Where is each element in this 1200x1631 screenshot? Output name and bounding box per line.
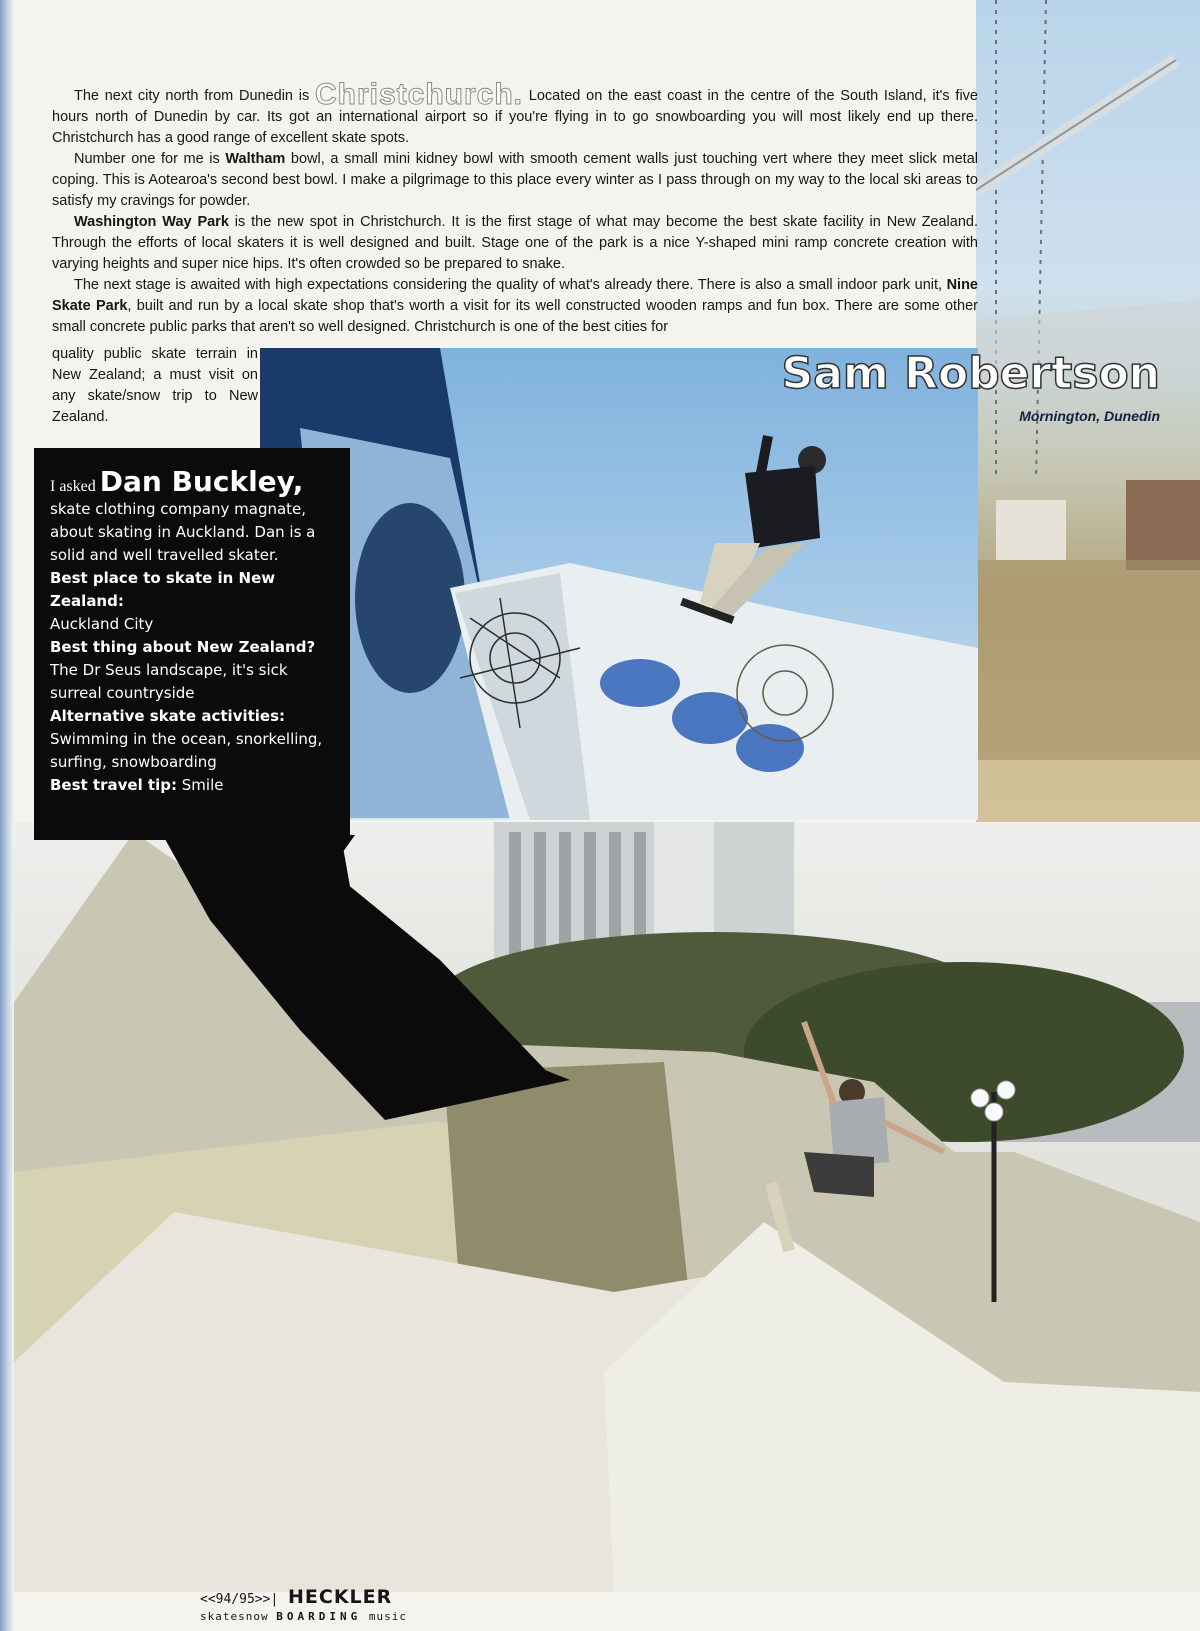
article-paragraph-2 xyxy=(52,149,978,212)
p4-text: The next stage is awaited with high expectations considering the quality of what's already there. There is also a small indoor park unit, xyxy=(74,277,947,293)
callout-asked: I asked xyxy=(50,478,100,495)
p3-text: is the new spot in Christchurch. It is the first stage of what may become the best skate facility in New Zealand. Through the efforts of local skaters it is well designed and built. Stage one of the park is a nice Y-shaped mini ramp concrete creation with varying heights and super nice hips. It's often crowded so be prepared to snake. xyxy=(52,214,979,272)
nine-skate-park-bold: Nine Skate Park xyxy=(52,277,978,314)
callout-answer-4: Smile xyxy=(181,776,224,794)
callout-question-1: Best place to skate in New Zealand: xyxy=(50,569,276,610)
callout-answer-1: Auckland City xyxy=(50,615,154,633)
waltham-bold: Waltham xyxy=(225,151,286,167)
page-numbers: <<94/95>>| xyxy=(200,1592,279,1607)
callout-question-4: Best travel tip: xyxy=(50,776,177,794)
p2-text: Number one for me is xyxy=(74,151,226,167)
interview-callout xyxy=(34,448,350,840)
intro-text: The next city north from Dunedin is xyxy=(74,88,315,104)
callout-answer-2: The Dr Seus landscape, it's sick surreal countryside xyxy=(50,661,288,702)
photo-caption-name: Sam Robertson xyxy=(781,348,1160,399)
callout-answer-3: Swimming in the ocean, snorkelling, surfing, snowboarding xyxy=(50,730,323,771)
p2-text-continued: bowl, a small mini kidney bowl with smooth cement walls just touching vert where they meet slick metal coping. This is Aotearoa's second best bowl. I make a pilgrimage to this place every winter as I pass through on my way to the local ski areas to satisfy my cravings for powder. xyxy=(52,151,978,209)
article-paragraph-3 xyxy=(52,212,978,275)
magazine-logo: HECKLER xyxy=(288,1586,393,1608)
tagline-music: music xyxy=(368,1610,407,1623)
callout-heading xyxy=(50,465,334,498)
vert-ramp-illustration xyxy=(260,348,978,820)
article-tail: quality public skate terrain in New Zealand; a must visit on any skate/snow trip to New Zealand. xyxy=(52,346,258,425)
p4-text-continued: , built and run by a local skate shop that's worth a visit for its well constructed wooden ramps and fun box. There are some other small concrete public parks that aren't so well designed. Christchurch is one of the best cities for xyxy=(52,298,978,335)
callout-question-2: Best thing about New Zealand? xyxy=(50,638,316,656)
skater-figure xyxy=(680,436,826,624)
callout-name: Dan Buckley, xyxy=(99,465,304,498)
photo-caption-location: Mornington, Dunedin xyxy=(1019,408,1160,424)
christchurch-heading: Christchurch. xyxy=(314,78,524,111)
page-edge xyxy=(0,0,14,1631)
fence-illustration xyxy=(976,0,1200,960)
callout-intro: skate clothing company magnate, about skating in Auckland. Dan is a solid and well travelled skater. xyxy=(50,500,316,564)
tagline-boarding: BOARDING xyxy=(276,1610,362,1623)
photo-fence-field xyxy=(976,0,1200,960)
magazine-tagline xyxy=(200,1610,407,1623)
article-body xyxy=(52,78,979,338)
intro-text-continued: Located on the east coast in the centre of the South Island, it's five hours north of Dunedin by car. Its got an international airport so if you're flying in to go snowboarding you will most likely end up there. Christchurch has a good range of excellent skate spots. xyxy=(52,88,978,146)
article-paragraph-4 xyxy=(52,275,978,338)
callout-question-3: Alternative skate activities: xyxy=(50,707,286,725)
photo-vert-ramp xyxy=(260,348,978,820)
washington-way-bold: Washington Way Park xyxy=(74,214,229,230)
article-paragraph-1 xyxy=(52,78,978,149)
tagline-skatesnow: skatesnow xyxy=(200,1610,269,1623)
photo-plaza-skater xyxy=(14,822,1200,1592)
plaza-illustration xyxy=(14,822,1200,1592)
